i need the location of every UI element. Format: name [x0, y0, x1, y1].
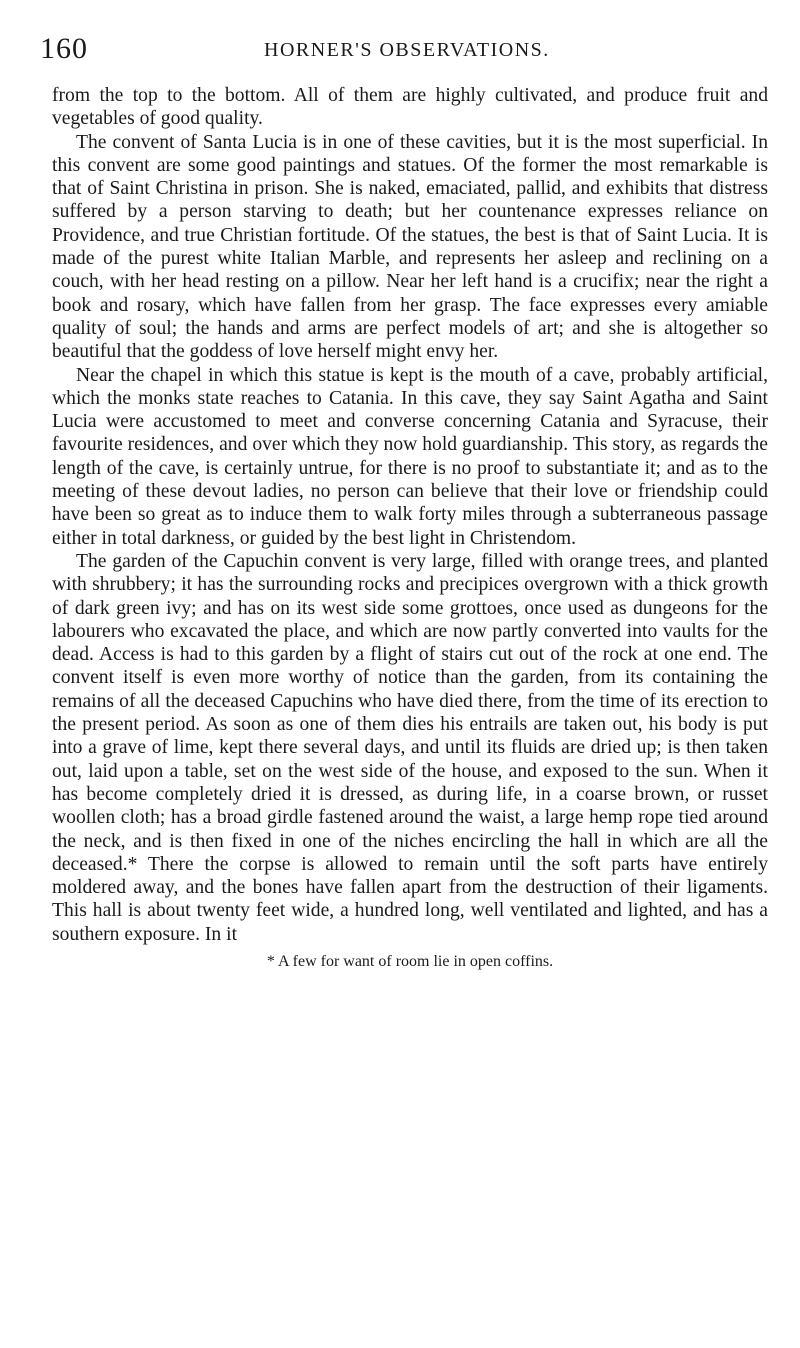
paragraph-capuchin-garden: The garden of the Capuchin convent is very large, filled with orange trees, and planted with shrubbery; it has the surrounding rocks and precipices overgrown with a thick growth of dark green ivy; and has on its west side some grottoes, once used as dungeons for the labourers who excavated the place, and which are now partly converted into vaults for the dead. Access is had to this garden by a flight of stairs cut out of the rock at one end. The convent itself is even more worthy of notice than the garden, from its containing the remains of all the deceased Capuchins who have died there, from the time of its erection to the present period. As soon as one of them dies his entrails are taken out, his body is put into a grave of lime, kept there several days, and until its fluids are dried up; is then taken out, laid upon a table, set on the west side of the house, and exposed to the sun. When it has become completely dried it is dressed, as during life, in a coarse brown, or russet woollen cloth; has a broad girdle fastened around the waist, a large hemp rope tied around the neck, and is then fixed in one of the niches encircling the hall in which are all the deceased.* There the corpse is allowed to remain until the soft parts have entirely moldered away, and the bones have fallen apart from the destruction of their ligaments. This hall is about twenty feet wide, a hundred long, well ventilated and lighted, and has a southern exposure. In it [52, 550, 768, 945]
book-page [40, 30, 768, 972]
paragraph-santa-lucia: The convent of Santa Lucia is in one of these cavities, but it is the most superficial. In this convent are some good paintings and statues. Of the former the most remarkable is that of Saint Christina in prison. She is naked, emaciated, pallid, and exhibits that distress suffered by a person starving to death; but her countenance expresses reliance on Providence, and true Christian fortitude. Of the statues, the best is that of Saint Lucia. It is made of the purest white Italian Marble, and represents her asleep and reclining on a couch, with her head resting on a pillow. Near her left hand is a crucifix; near the right a book and rosary, which have fallen from her grasp. The face expresses every amiable quality of soul; the hands and arms are perfect models of art; and she is altogether so beautiful that the goddess of love herself might envy her. [52, 131, 768, 363]
paragraph-cave: Near the chapel in which this statue is kept is the mouth of a cave, probably artificial, which the monks state reaches to Catania. In this cave, they say Saint Agatha and Saint Lucia were accustomed to meet and converse concerning Catania and Syracuse, their favourite residences, and over which they now hold guardianship. This story, as regards the length of the cave, is certainly untrue, for there is no proof to substantiate it; and as to the meeting of these devout ladies, no person can believe that their love or friendship could have been so great as to induce them to walk forty miles through a subterraneous passage either in total darkness, or guided by the best light in Christendom. [52, 364, 768, 549]
page-number: 160 [40, 32, 88, 65]
body-text [52, 84, 768, 946]
footnote: * A few for want of room lie in open coffins. [266, 952, 554, 970]
running-title: HORNER'S OBSERVATIONS. [264, 39, 550, 61]
running-head [40, 30, 768, 70]
paragraph-continued: from the top to the bottom. All of them are highly cultivated, and produce fruit and vegetables of good quality. [52, 85, 768, 130]
